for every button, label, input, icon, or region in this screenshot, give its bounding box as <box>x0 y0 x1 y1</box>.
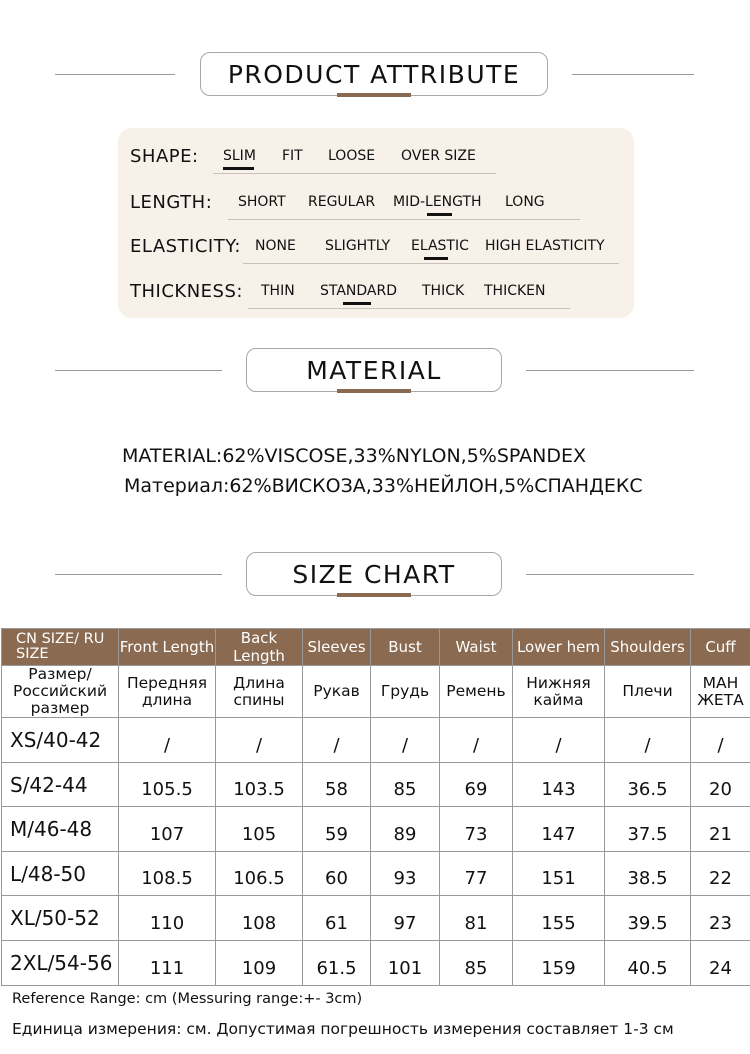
size-label-cell: S/42-44 <box>2 762 119 807</box>
option-slim: SLIM <box>223 148 256 164</box>
measurement-cell: 22 <box>691 851 750 896</box>
attribute-label: THICKNESS: <box>130 281 243 302</box>
size-label-cell: XS/40-42 <box>2 718 119 763</box>
attribute-row-elasticity <box>118 230 634 260</box>
title-accent <box>337 593 411 597</box>
attribute-row-thickness <box>118 275 634 305</box>
column-header: Длина спины <box>216 666 303 718</box>
option-standard: STANDARD <box>320 283 397 299</box>
row-underline <box>228 219 580 220</box>
selected-marker <box>223 167 254 170</box>
measurement-cell: 37.5 <box>605 807 691 852</box>
measurement-cell: / <box>303 718 371 763</box>
measurement-cell: 155 <box>513 896 605 941</box>
column-header: Shoulders <box>605 629 691 666</box>
measurement-cell: / <box>440 718 513 763</box>
option-mid-length: MID-LENGTH <box>393 194 482 210</box>
measurement-cell: 151 <box>513 851 605 896</box>
column-header: Рукав <box>303 666 371 718</box>
divider-right <box>526 370 694 371</box>
selected-marker <box>343 302 371 305</box>
measurement-cell: 108.5 <box>119 851 216 896</box>
attribute-row-shape <box>118 140 634 170</box>
option-elastic: ELASTIC <box>411 238 469 254</box>
selected-marker <box>427 213 452 216</box>
measurement-cell: 40.5 <box>605 940 691 985</box>
column-header: Нижняя кайма <box>513 666 605 718</box>
size-label-cell: 2XL/54-56 <box>2 940 119 985</box>
measurement-cell: 81 <box>440 896 513 941</box>
column-header: Размер/ Российский размер <box>2 666 119 718</box>
measurement-cell: / <box>605 718 691 763</box>
divider-left <box>55 74 175 75</box>
measurement-cell: 23 <box>691 896 750 941</box>
column-header: Cuff <box>691 629 750 666</box>
option-loose: LOOSE <box>328 148 376 164</box>
size-chart-body <box>2 718 750 986</box>
section-title: PRODUCT ATTRIBUTE <box>200 52 548 96</box>
attribute-panel <box>118 128 634 318</box>
size-label-cell: L/48-50 <box>2 851 119 896</box>
measurement-cell: 61 <box>303 896 371 941</box>
measurement-cell: 110 <box>119 896 216 941</box>
row-underline <box>243 263 619 264</box>
measurement-cell: / <box>513 718 605 763</box>
measurement-cell: / <box>691 718 750 763</box>
measurement-cell: 38.5 <box>605 851 691 896</box>
table-row <box>2 896 750 941</box>
divider-right <box>572 74 694 75</box>
table-row <box>2 718 750 763</box>
attribute-label: SHAPE: <box>130 146 199 167</box>
divider-left <box>55 574 222 575</box>
option-none: NONE <box>255 238 296 254</box>
column-header: Lower hem <box>513 629 605 666</box>
measurement-cell: 109 <box>216 940 303 985</box>
column-header: МАН ЖЕТА <box>691 666 750 718</box>
measurement-cell: 105.5 <box>119 762 216 807</box>
measurement-cell: 93 <box>371 851 440 896</box>
divider-right <box>526 574 694 575</box>
size-chart-table <box>1 628 750 986</box>
measurement-cell: 58 <box>303 762 371 807</box>
measurement-cell: 103.5 <box>216 762 303 807</box>
option-high-elasticity: HIGH ELASTICITY <box>485 238 605 254</box>
column-header: Передняя длина <box>119 666 216 718</box>
reference-range-note: Reference Range: cm (Messuring range:+- 3cm) <box>12 991 363 1007</box>
option-over-size: OVER SIZE <box>401 148 476 164</box>
measurement-cell: 106.5 <box>216 851 303 896</box>
measurement-cell: 73 <box>440 807 513 852</box>
measurement-cell: 107 <box>119 807 216 852</box>
measurement-cell: 85 <box>371 762 440 807</box>
measurement-cell: 85 <box>440 940 513 985</box>
column-header: Грудь <box>371 666 440 718</box>
product-attribute-header <box>0 52 750 102</box>
size-label-cell: M/46-48 <box>2 807 119 852</box>
header-row-russian <box>2 666 750 718</box>
title-accent <box>337 389 411 393</box>
table-row <box>2 851 750 896</box>
column-header: Back Length <box>216 629 303 666</box>
column-header: Front Length <box>119 629 216 666</box>
option-long: LONG <box>505 194 545 210</box>
table-row <box>2 807 750 852</box>
column-header: Sleeves <box>303 629 371 666</box>
option-thicken: THICKEN <box>484 283 546 299</box>
measurement-note-russian: Единица измерения: см. Допустимая погрешность измерения составляет 1-3 см <box>12 1020 674 1038</box>
column-header: Ремень <box>440 666 513 718</box>
selected-marker <box>424 257 448 260</box>
title-accent <box>337 93 411 97</box>
measurement-cell: 39.5 <box>605 896 691 941</box>
section-title: MATERIAL <box>246 348 502 392</box>
size-label-cell: XL/50-52 <box>2 896 119 941</box>
table-row <box>2 940 750 985</box>
material-english: MATERIAL:62%VISCOSE,33%NYLON,5%SPANDEX <box>122 445 587 467</box>
material-header <box>0 348 750 398</box>
column-header: CN SIZE/ RU SIZE <box>2 629 119 666</box>
row-underline <box>213 173 496 174</box>
measurement-cell: 36.5 <box>605 762 691 807</box>
measurement-cell: / <box>371 718 440 763</box>
option-fit: FIT <box>282 148 303 164</box>
option-short: SHORT <box>238 194 286 210</box>
row-underline <box>248 308 570 309</box>
measurement-cell: 147 <box>513 807 605 852</box>
measurement-cell: 60 <box>303 851 371 896</box>
measurement-cell: 97 <box>371 896 440 941</box>
measurement-cell: 61.5 <box>303 940 371 985</box>
measurement-cell: 69 <box>440 762 513 807</box>
table-row <box>2 762 750 807</box>
option-slightly: SLIGHTLY <box>325 238 391 254</box>
option-thick: THICK <box>422 283 465 299</box>
measurement-cell: 59 <box>303 807 371 852</box>
divider-left <box>55 370 222 371</box>
measurement-cell: 89 <box>371 807 440 852</box>
measurement-cell: 108 <box>216 896 303 941</box>
column-header: Плечи <box>605 666 691 718</box>
column-header: Waist <box>440 629 513 666</box>
column-header: Bust <box>371 629 440 666</box>
attribute-label: LENGTH: <box>130 192 213 213</box>
measurement-cell: 101 <box>371 940 440 985</box>
measurement-cell: / <box>216 718 303 763</box>
measurement-cell: 143 <box>513 762 605 807</box>
attribute-label: ELASTICITY: <box>130 236 241 257</box>
section-title: SIZE CHART <box>246 552 502 596</box>
measurement-cell: 111 <box>119 940 216 985</box>
material-russian: Материал:62%ВИСКОЗА,33%НЕЙЛОН,5%СПАНДЕКС <box>124 475 643 497</box>
measurement-cell: 21 <box>691 807 750 852</box>
header-row-english <box>2 629 750 666</box>
measurement-cell: 24 <box>691 940 750 985</box>
measurement-cell: 105 <box>216 807 303 852</box>
size-chart-header <box>0 552 750 602</box>
option-thin: THIN <box>261 283 295 299</box>
measurement-cell: 20 <box>691 762 750 807</box>
measurement-cell: / <box>119 718 216 763</box>
attribute-row-length <box>118 186 634 216</box>
measurement-cell: 77 <box>440 851 513 896</box>
measurement-cell: 159 <box>513 940 605 985</box>
option-regular: REGULAR <box>308 194 376 210</box>
